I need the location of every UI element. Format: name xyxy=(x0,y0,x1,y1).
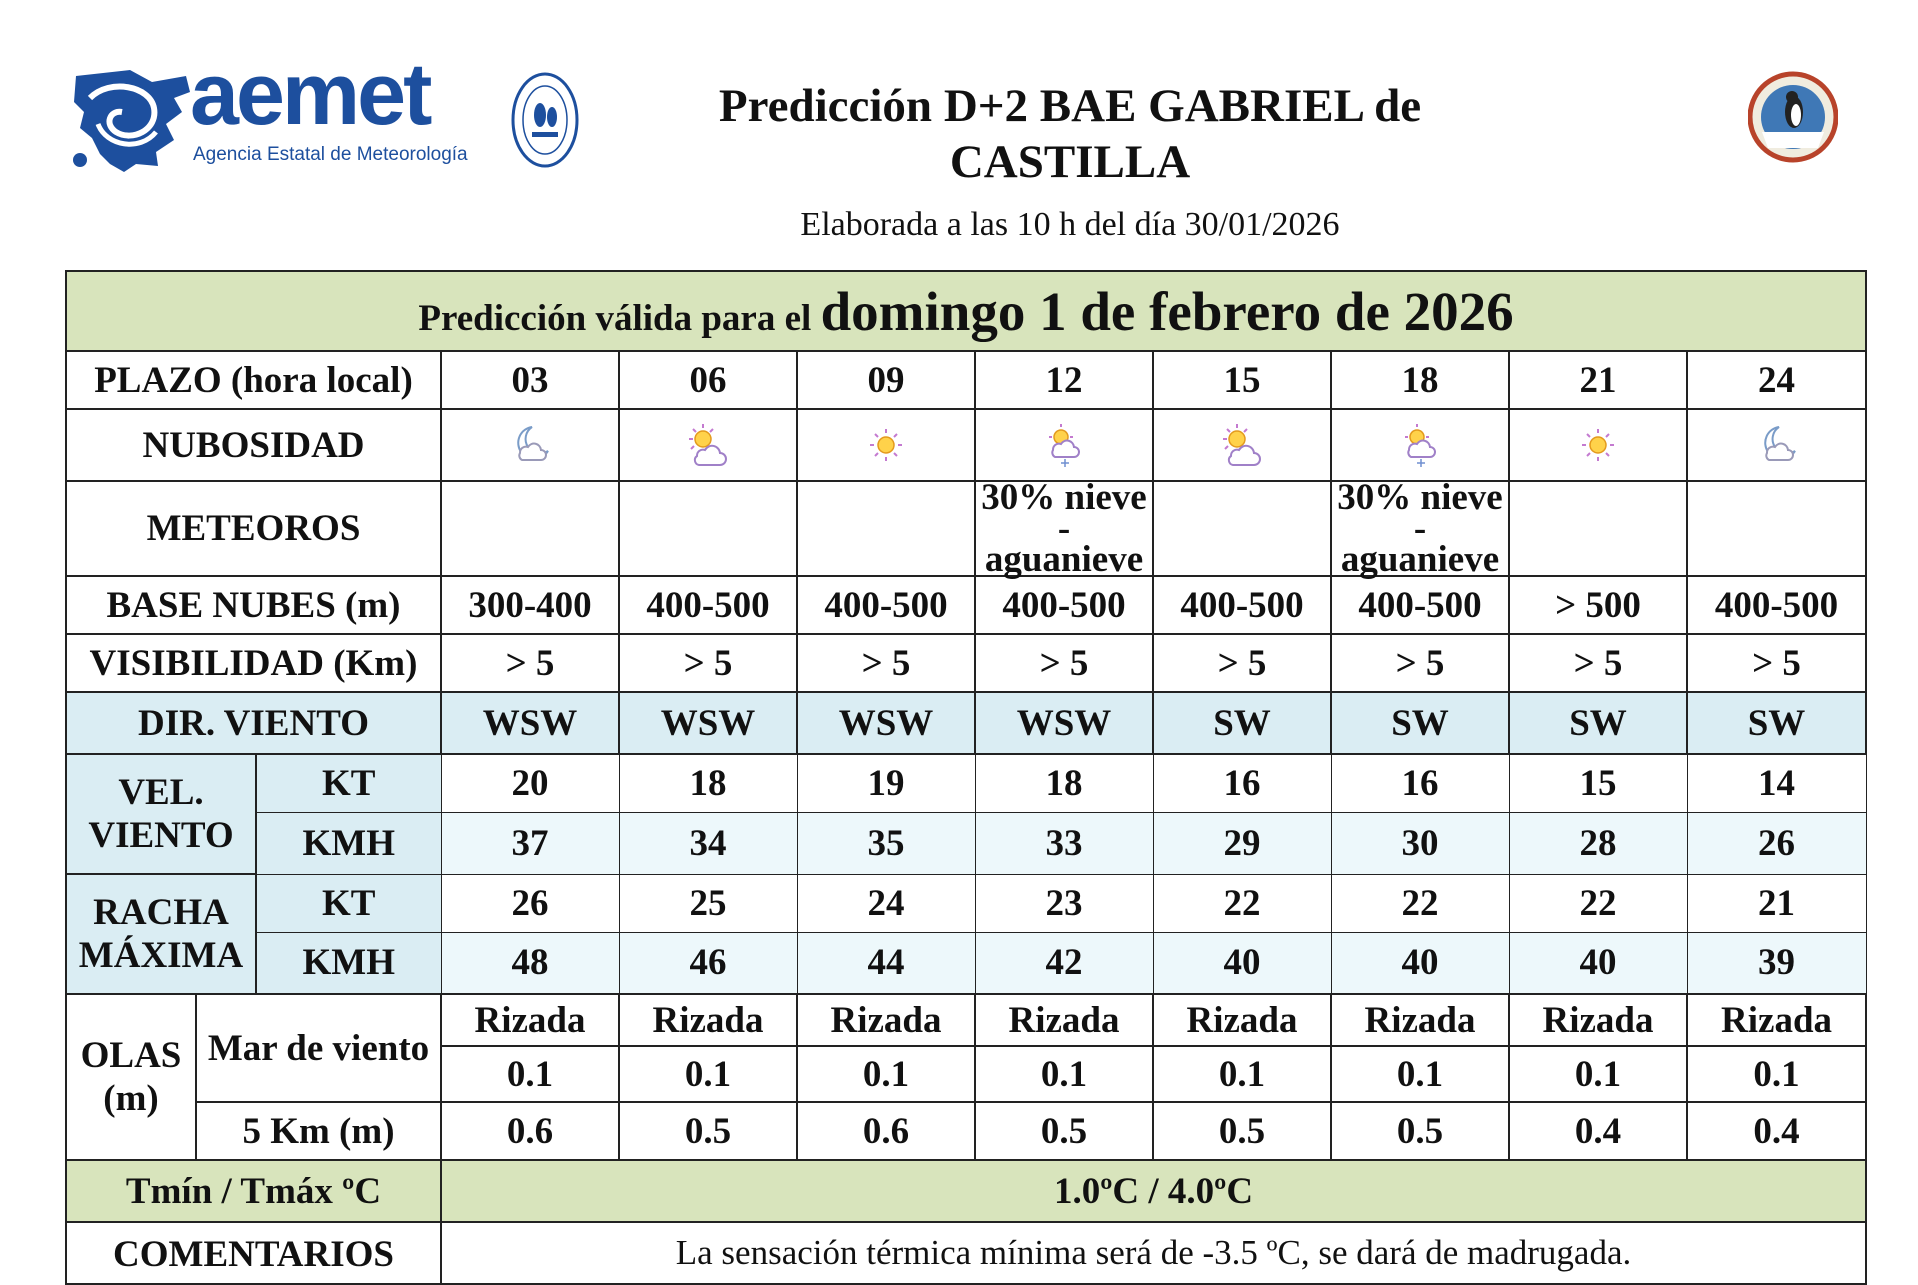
dir-viento-row xyxy=(66,692,1866,754)
base-nubes-cell: 400-500 xyxy=(1331,576,1509,634)
olas-label-line-1: OLAS xyxy=(80,1035,182,1076)
campanas-antarticas-seal-icon xyxy=(510,70,580,170)
mar-estado-cell: Rizada xyxy=(1331,994,1509,1046)
base-nubes-row xyxy=(66,576,1866,634)
nubosidad-row xyxy=(66,409,1866,481)
cloud-cell xyxy=(975,409,1153,481)
vel-kmh-cell: 37 xyxy=(441,812,619,874)
vel-kt-cell: 20 xyxy=(441,754,619,812)
cloud-cell xyxy=(1509,409,1687,481)
visibilidad-cell: > 5 xyxy=(1687,634,1866,692)
sun-snow-icon xyxy=(1397,422,1443,468)
mar-altura-cell: 0.1 xyxy=(619,1046,797,1102)
sun-cloud-icon xyxy=(683,422,733,468)
olas-5km-cell: 0.5 xyxy=(1331,1102,1509,1160)
vel-viento-label xyxy=(66,754,256,874)
vel-kt-row xyxy=(66,754,1866,812)
temperatura-label: Tmín / Tmáx ºC xyxy=(66,1160,441,1222)
mar-altura-cell: 0.1 xyxy=(1331,1046,1509,1102)
meteoros-cell xyxy=(797,481,975,576)
comentarios-label: COMENTARIOS xyxy=(66,1222,441,1284)
racha-kt-cell: 25 xyxy=(619,874,797,932)
mar-altura-cell: 0.1 xyxy=(1687,1046,1866,1102)
cloud-cell xyxy=(1153,409,1331,481)
vel-kmh-cell: 30 xyxy=(1331,812,1509,874)
olas-5km-cell: 0.4 xyxy=(1687,1102,1866,1160)
visibilidad-cell: > 5 xyxy=(441,634,619,692)
meteoros-cell xyxy=(619,481,797,576)
mar-estado-cell: Rizada xyxy=(619,994,797,1046)
hour-cell: 06 xyxy=(619,351,797,409)
hour-cell: 21 xyxy=(1509,351,1687,409)
vel-kt-cell: 18 xyxy=(975,754,1153,812)
racha-maxima-label xyxy=(66,874,256,994)
comentarios-row xyxy=(66,1222,1866,1284)
sun-cloud-icon xyxy=(1217,422,1267,468)
olas-5km-cell: 0.6 xyxy=(441,1102,619,1160)
cloud-cell xyxy=(619,409,797,481)
mar-estado-cell: Rizada xyxy=(1509,994,1687,1046)
visibilidad-label: VISIBILIDAD (Km) xyxy=(66,634,441,692)
base-nubes-cell: 400-500 xyxy=(1687,576,1866,634)
meteoros-label: METEOROS xyxy=(66,481,441,576)
hour-cell: 03 xyxy=(441,351,619,409)
base-nubes-label: BASE NUBES (m) xyxy=(66,576,441,634)
hour-cell: 18 xyxy=(1331,351,1509,409)
vel-kt-cell: 14 xyxy=(1687,754,1866,812)
vel-kt-cell: 19 xyxy=(797,754,975,812)
plazo-row xyxy=(66,351,1866,409)
dir-viento-cell: SW xyxy=(1509,692,1687,754)
racha-kmh-cell: 40 xyxy=(1509,932,1687,994)
olas-5km-cell: 0.5 xyxy=(975,1102,1153,1160)
mar-altura-cell: 0.1 xyxy=(1153,1046,1331,1102)
moon-cloud-icon xyxy=(506,423,554,467)
dir-viento-cell: WSW xyxy=(975,692,1153,754)
visibilidad-cell: > 5 xyxy=(797,634,975,692)
vel-kt-cell: 15 xyxy=(1509,754,1687,812)
racha-kmh-cell: 39 xyxy=(1687,932,1866,994)
nubosidad-label: NUBOSIDAD xyxy=(66,409,441,481)
meteoros-cell xyxy=(441,481,619,576)
olas-5km-cell: 0.4 xyxy=(1509,1102,1687,1160)
base-nubes-cell: > 500 xyxy=(1509,576,1687,634)
racha-kt-cell: 22 xyxy=(1153,874,1331,932)
racha-kt-cell: 22 xyxy=(1331,874,1509,932)
racha-kt-cell: 23 xyxy=(975,874,1153,932)
dir-viento-cell: WSW xyxy=(619,692,797,754)
vel-kmh-row xyxy=(66,812,1866,874)
dir-viento-cell: SW xyxy=(1331,692,1509,754)
racha-kt-cell: 24 xyxy=(797,874,975,932)
dir-viento-cell: WSW xyxy=(797,692,975,754)
racha-kt-cell: 22 xyxy=(1509,874,1687,932)
aemet-logo-subtitle: Agencia Estatal de Meteorología xyxy=(193,144,468,165)
visibilidad-cell: > 5 xyxy=(1153,634,1331,692)
meteoros-cell: 30% nieve - aguanieve xyxy=(1331,481,1509,576)
sun-icon xyxy=(1575,423,1621,467)
olas-5km-label: 5 Km (m) xyxy=(196,1102,441,1160)
temperatura-value: 1.0ºC / 4.0ºC xyxy=(441,1160,1866,1222)
temperatura-row xyxy=(66,1160,1866,1222)
dir-viento-cell: SW xyxy=(1687,692,1866,754)
olas-label-line-2: (m) xyxy=(103,1078,159,1119)
validity-cell xyxy=(66,271,1866,351)
racha-kt-row xyxy=(66,874,1866,932)
mar-estado-cell: Rizada xyxy=(797,994,975,1046)
hour-cell: 09 xyxy=(797,351,975,409)
cloud-cell xyxy=(1687,409,1866,481)
olas-5km-cell: 0.5 xyxy=(619,1102,797,1160)
validity-row xyxy=(66,271,1866,351)
forecast-table xyxy=(65,270,1867,1285)
hour-cell: 15 xyxy=(1153,351,1331,409)
meteoros-cell xyxy=(1687,481,1866,576)
hour-cell: 24 xyxy=(1687,351,1866,409)
vel-label-line-1: VEL. xyxy=(118,772,204,813)
mar-estado-cell: Rizada xyxy=(1687,994,1866,1046)
olas-5km-cell: 0.6 xyxy=(797,1102,975,1160)
plazo-label: PLAZO (hora local) xyxy=(66,351,441,409)
page-subtitle: Elaborada a las 10 h del día 30/01/2026 xyxy=(800,206,1340,243)
base-nubes-cell: 400-500 xyxy=(619,576,797,634)
base-nubes-cell: 400-500 xyxy=(975,576,1153,634)
olas-5km-row xyxy=(66,1102,1866,1160)
racha-kmh-cell: 48 xyxy=(441,932,619,994)
racha-kmh-cell: 42 xyxy=(975,932,1153,994)
kt-unit-label: KT xyxy=(256,874,441,932)
visibilidad-cell: > 5 xyxy=(619,634,797,692)
dir-viento-label: DIR. VIENTO xyxy=(66,692,441,754)
meteoros-cell xyxy=(1153,481,1331,576)
validity-date: domingo 1 de febrero de 2026 xyxy=(820,280,1514,342)
mar-altura-cell: 0.1 xyxy=(797,1046,975,1102)
sun-snow-icon xyxy=(1041,422,1087,468)
sun-icon xyxy=(863,423,909,467)
base-nubes-cell: 400-500 xyxy=(1153,576,1331,634)
vel-kmh-cell: 26 xyxy=(1687,812,1866,874)
vel-kt-cell: 16 xyxy=(1153,754,1331,812)
racha-kmh-cell: 40 xyxy=(1331,932,1509,994)
vel-kmh-cell: 29 xyxy=(1153,812,1331,874)
title-line-1: Predicción D+2 BAE GABRIEL de xyxy=(718,80,1422,132)
mar-viento-label: Mar de viento xyxy=(196,994,441,1102)
vel-label-line-2: VIENTO xyxy=(88,815,234,856)
racha-kmh-cell: 40 xyxy=(1153,932,1331,994)
hour-cell: 12 xyxy=(975,351,1153,409)
validity-prefix: Predicción válida para el xyxy=(418,297,812,339)
kt-unit-label: KT xyxy=(256,754,441,812)
mar-estado-cell: Rizada xyxy=(441,994,619,1046)
comentarios-text: La sensación térmica mínima será de -3.5 ºC, se dará de madrugada. xyxy=(441,1222,1866,1284)
racha-kmh-cell: 44 xyxy=(797,932,975,994)
page-title xyxy=(650,78,1490,190)
base-gabriel-de-castilla-seal-icon xyxy=(1748,70,1838,165)
mar-altura-cell: 0.1 xyxy=(975,1046,1153,1102)
base-nubes-cell: 300-400 xyxy=(441,576,619,634)
mar-altura-cell: 0.1 xyxy=(1509,1046,1687,1102)
racha-label-line-2: MÁXIMA xyxy=(78,935,244,976)
cloud-cell xyxy=(1331,409,1509,481)
base-nubes-cell: 400-500 xyxy=(797,576,975,634)
vel-kmh-cell: 28 xyxy=(1509,812,1687,874)
cloud-cell xyxy=(797,409,975,481)
racha-kmh-row xyxy=(66,932,1866,994)
title-line-2: CASTILLA xyxy=(949,136,1191,188)
mar-altura-cell: 0.1 xyxy=(441,1046,619,1102)
olas-5km-cell: 0.5 xyxy=(1153,1102,1331,1160)
meteoros-cell xyxy=(1509,481,1687,576)
racha-kt-cell: 26 xyxy=(441,874,619,932)
mar-estado-cell: Rizada xyxy=(1153,994,1331,1046)
vel-kmh-cell: 35 xyxy=(797,812,975,874)
visibilidad-row xyxy=(66,634,1866,692)
visibilidad-cell: > 5 xyxy=(1331,634,1509,692)
vel-kmh-cell: 34 xyxy=(619,812,797,874)
meteoros-row xyxy=(66,481,1866,576)
vel-kt-cell: 18 xyxy=(619,754,797,812)
mar-estado-cell: Rizada xyxy=(975,994,1153,1046)
olas-label xyxy=(66,994,196,1160)
dir-viento-cell: WSW xyxy=(441,692,619,754)
racha-kt-cell: 21 xyxy=(1687,874,1866,932)
aemet-logo-text: aemet xyxy=(190,44,430,143)
vel-kt-cell: 16 xyxy=(1331,754,1509,812)
racha-label-line-1: RACHA xyxy=(93,892,229,933)
vel-kmh-cell: 33 xyxy=(975,812,1153,874)
kmh-unit-label: KMH xyxy=(256,812,441,874)
cloud-cell xyxy=(441,409,619,481)
racha-kmh-cell: 46 xyxy=(619,932,797,994)
dir-viento-cell: SW xyxy=(1153,692,1331,754)
kmh-unit-label: KMH xyxy=(256,932,441,994)
visibilidad-cell: > 5 xyxy=(1509,634,1687,692)
mar-estado-row xyxy=(66,994,1866,1046)
meteoros-cell: 30% nieve - aguanieve xyxy=(975,481,1153,576)
moon-cloud-icon xyxy=(1753,423,1801,467)
visibilidad-cell: > 5 xyxy=(975,634,1153,692)
